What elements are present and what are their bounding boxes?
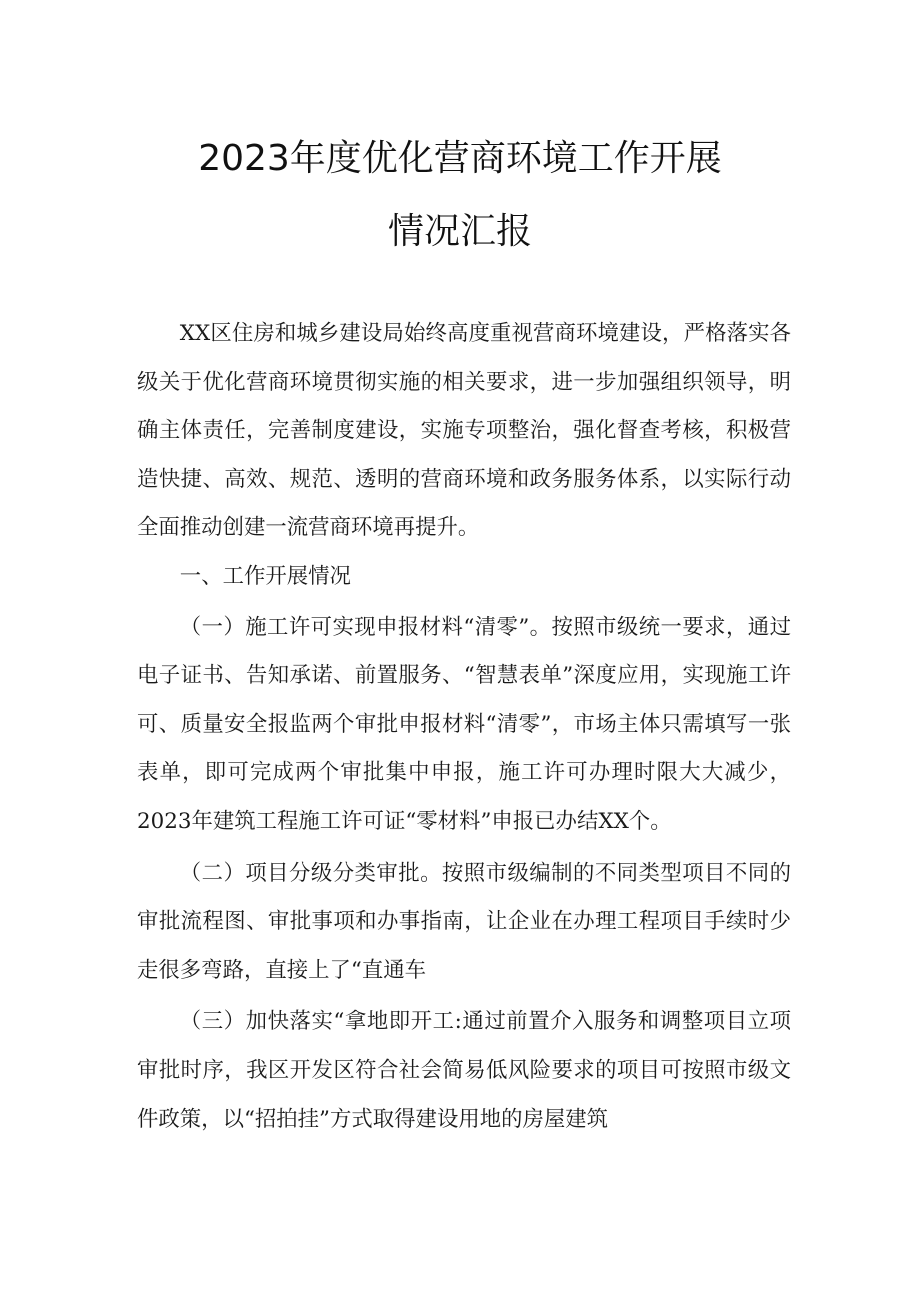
paragraph-item-1: （一）施工许可实现申报材料“清零”。按照市级统一要求，通过电子证书、告知承诺、前置服务、“智慧表单”深度应用，实现施工许可、质量安全报监两个审批申报材料“清零”，市场主体只需填写一张表单，即可完成两个审批集中申报，施工许可办理时限大大减少，2023年建筑工程施工许可证“零材料”申报已办结XX个。 <box>137 614 791 834</box>
document-title-line-1: 2023年度优化营商环境工作开展 <box>198 138 722 179</box>
paragraph-item-2: （二）项目分级分类审批。按照市级编制的不同类型项目不同的审批流程图、审批事项和办事指南，让企业在办理工程项目手续时少走很多弯路，直接上了“直通车 <box>137 860 791 983</box>
document-title-line-2: 情况汇报 <box>387 211 532 252</box>
section-heading: 一、工作开展情况 <box>179 563 351 589</box>
intro-paragraph: XX区住房和城乡建设局始终高度重视营商环境建设，严格落实各级关于优化营商环境贯彻实施的相关要求，进一步加强组织领导，明确主体责任，完善制度建设，实施专项整治，强化督查考核，积极营造快捷、高效、规范、透明的营商环境和政务服务体系，以实际行动全面推动创建一流营商环境再提升。 <box>137 321 791 541</box>
paragraph-item-3: （三）加快落实“拿地即开工:通过前置介入服务和调整项目立项审批时序，我区开发区符合社会简易低风险要求的项目可按照市级文件政策，以“招拍挂”方式取得建设用地的房屋建筑 <box>137 1009 791 1132</box>
document-body <box>137 310 791 1144</box>
